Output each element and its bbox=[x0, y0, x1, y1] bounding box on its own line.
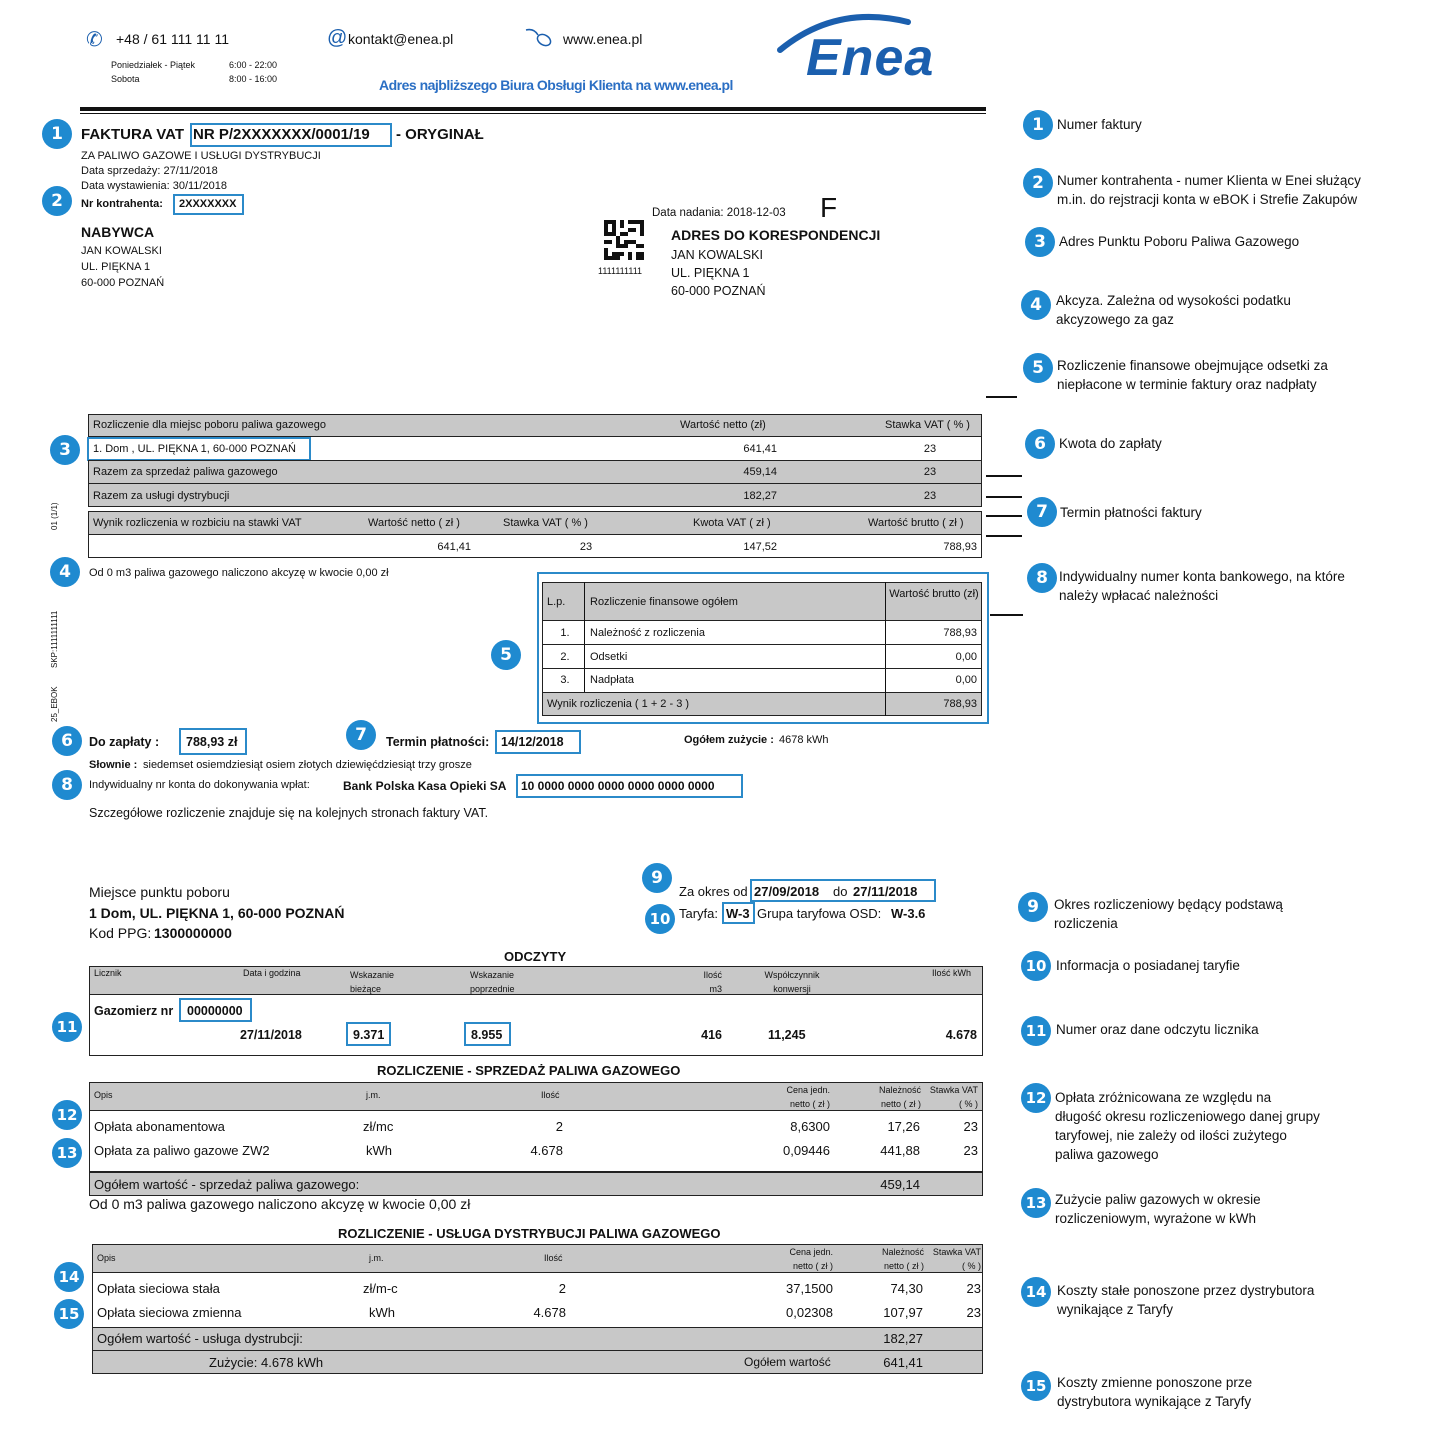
weekdays-hours: 6:00 - 22:00 bbox=[229, 60, 278, 70]
summary-place-vat: 23 bbox=[923, 443, 937, 455]
readings-h-meter: Licznik bbox=[94, 968, 122, 978]
contractor-number: 2XXXXXXX bbox=[179, 198, 237, 210]
connector-6b bbox=[986, 496, 1022, 498]
connector-7a bbox=[986, 515, 1022, 517]
sale-r2-desc: Opłata za paliwo gazowe ZW2 bbox=[94, 1143, 270, 1158]
summary-header-title: Rozliczenie dla miejsc poboru paliwa gazowego bbox=[93, 419, 326, 431]
readings-h-current: Wskazanie bieżące bbox=[350, 970, 395, 994]
finance-row-1-value: 788,93 bbox=[943, 627, 977, 639]
finance-result-label: Wynik rozliczenia ( 1 + 2 - 3 ) bbox=[547, 698, 690, 710]
finance-header-title: Rozliczenie finansowe ogółem bbox=[590, 596, 738, 608]
dist-r1-unit: zł/m-c bbox=[363, 1281, 398, 1296]
bank-name: Bank Polska Kasa Opieki SA bbox=[343, 779, 507, 793]
legend-marker-7: 7 bbox=[1027, 497, 1057, 527]
finance-result-col bbox=[885, 692, 886, 716]
marker-5: 5 bbox=[491, 640, 521, 670]
period-mid: do bbox=[833, 884, 848, 899]
osd-value: W-3.6 bbox=[891, 906, 926, 921]
reading-current: 9.371 bbox=[353, 1028, 385, 1042]
logo-text: Enea bbox=[806, 29, 935, 87]
vat-rate: 23 bbox=[579, 541, 593, 553]
period-to: 27/11/2018 bbox=[853, 884, 918, 899]
send-date: Data nadania: 2018-12-03 bbox=[652, 207, 786, 219]
sale-h-unit: j.m. bbox=[366, 1090, 381, 1100]
due-amount-highlight bbox=[179, 728, 247, 755]
connector-6a bbox=[986, 475, 1022, 477]
dist-total-label: Ogółem wartość - usługa dystrubcji: bbox=[97, 1331, 303, 1346]
dist-r1-amount: 74,30 bbox=[890, 1281, 923, 1296]
finance-row-3-lp: 3. bbox=[560, 674, 570, 686]
sale-total: 459,14 bbox=[880, 1177, 920, 1192]
finance-row-1-name: Należność z rozliczenia bbox=[590, 627, 705, 639]
website: www.enea.pl bbox=[563, 31, 643, 47]
saturday-label: Sobota bbox=[111, 74, 140, 84]
legend-note-4: Akcyza. Zależna od wysokości podatku akcyzowego za gaz bbox=[1056, 293, 1291, 327]
summary-distribution-net: 182,27 bbox=[743, 490, 777, 502]
sale-r2-amount: 441,88 bbox=[880, 1143, 920, 1158]
vat-net: 641,41 bbox=[437, 541, 471, 553]
tariff-value: W-3 bbox=[726, 906, 750, 921]
invoice-title-prefix: FAKTURA VAT bbox=[81, 126, 185, 143]
reading-coef: 11,245 bbox=[768, 1028, 806, 1042]
at-icon: @ bbox=[327, 27, 348, 49]
sale-r2-price: 0,09446 bbox=[783, 1143, 830, 1158]
weekdays-label: Poniedziałek - Piątek bbox=[111, 60, 196, 70]
legend-note-3: Adres Punktu Poboru Paliwa Gazowego bbox=[1059, 234, 1300, 249]
summary-header-vat: Stawka VAT ( % ) bbox=[885, 419, 970, 431]
dist-r1-qty: 2 bbox=[558, 1281, 566, 1296]
dist-r2-amount: 107,97 bbox=[883, 1305, 923, 1320]
dist-r2-vat: 23 bbox=[966, 1305, 981, 1320]
vat-header-title: Wynik rozliczenia w rozbiciu na stawki VAT bbox=[93, 517, 302, 529]
marker-6: 6 bbox=[52, 726, 82, 756]
legend-note-12: Opłata zróżnicowana ze względu na długość okresu rozliczeniowego danej grupy taryfowej, nie zależy od ilości zużytego paliwa gazowego bbox=[1055, 1090, 1320, 1162]
reading-kwh: 4.678 bbox=[945, 1028, 977, 1042]
vat-values-row bbox=[88, 534, 982, 558]
summary-sale-name: Razem za sprzedaż paliwa gazowego bbox=[93, 466, 278, 478]
dist-title: ROZLICZENIE - USŁUGA DYSTRYBUCJI PALIWA GAZOWEGO bbox=[338, 1226, 721, 1241]
sale-r1-vat: 23 bbox=[963, 1119, 978, 1134]
vat-amount: 147,52 bbox=[743, 541, 777, 553]
term-label: Termin płatności: bbox=[386, 735, 490, 749]
dist-r2-price: 0,02308 bbox=[786, 1305, 833, 1320]
legend-marker-14: 14 bbox=[1021, 1277, 1051, 1307]
marker-12: 12 bbox=[52, 1100, 82, 1130]
legend-note-13: Zużycie paliw gazowych w okresie rozliczeniowym, wyrażone w kWh bbox=[1055, 1192, 1261, 1226]
summary-sale-net: 459,14 bbox=[743, 466, 777, 478]
dist-r1-vat: 23 bbox=[966, 1281, 981, 1296]
invoice-number-highlight bbox=[190, 123, 392, 147]
phone-number: +48 / 61 111 11 11 bbox=[116, 31, 230, 47]
office-info: Adres najbliższego Biura Obsługi Klienta na www.enea.pl bbox=[379, 77, 733, 93]
invoice-number: NR P/2XXXXXXX/0001/19 bbox=[193, 126, 370, 143]
email: kontakt@enea.pl bbox=[348, 31, 454, 47]
meter-label: Gazomierz nr bbox=[94, 1004, 174, 1018]
legend-marker-12: 12 bbox=[1021, 1083, 1051, 1113]
finance-header-lp: L.p. bbox=[547, 596, 566, 608]
marker-1: 1 bbox=[42, 119, 72, 149]
letter-f: F bbox=[820, 192, 838, 223]
legend-marker-8: 8 bbox=[1027, 563, 1057, 593]
enea-logo bbox=[776, 10, 966, 87]
vat-gross: 788,93 bbox=[943, 541, 977, 553]
place-label: Miejsce punktu poboru bbox=[89, 884, 230, 900]
marker-7: 7 bbox=[346, 720, 376, 750]
dist-header-row bbox=[92, 1244, 983, 1273]
connector-5 bbox=[986, 396, 1017, 398]
period-label: Za okres od bbox=[679, 884, 748, 899]
legend-note-10: Informacja o posiadanej taryfie bbox=[1056, 958, 1240, 973]
sale-excise: Od 0 m3 paliwa gazowego naliczono akcyzę w kwocie 0,00 zł bbox=[89, 1196, 471, 1212]
current-highlight bbox=[346, 1022, 391, 1046]
finance-row-3-name: Nadpłata bbox=[590, 674, 635, 686]
legend-marker-1: 1 bbox=[1023, 110, 1053, 140]
marker-10: 10 bbox=[645, 904, 675, 934]
account-label: Indywidualny nr konta do dokonywania wpłat: bbox=[89, 779, 310, 791]
legend-note-14: Koszty stałe ponoszone przez dystrybutora wynikające z Taryfy bbox=[1057, 1283, 1315, 1317]
sale-r2-unit: kWh bbox=[366, 1143, 392, 1158]
side-text-2: SKP:1111111111 bbox=[50, 610, 59, 668]
sale-r1-price: 8,6300 bbox=[790, 1119, 830, 1134]
correspondence-heading: ADRES DO KORESPONDENCJI bbox=[671, 227, 881, 243]
buyer-name: JAN KOWALSKI bbox=[81, 245, 162, 257]
term-date: 14/12/2018 bbox=[501, 735, 564, 749]
mouse-icon bbox=[524, 26, 552, 48]
summary-header-net: Wartość netto (zł) bbox=[680, 419, 766, 431]
meter-number: 00000000 bbox=[187, 1004, 243, 1018]
finance-result-value: 788,93 bbox=[943, 698, 977, 710]
tariff-highlight bbox=[722, 902, 755, 924]
ppg-code: 1300000000 bbox=[154, 925, 232, 941]
sale-h-desc: Opis bbox=[94, 1090, 113, 1100]
vat-header-rate: Stawka VAT ( % ) bbox=[503, 517, 588, 529]
readings-h-m3: Ilość m3 bbox=[703, 970, 722, 994]
issue-date: Data wystawienia: 30/11/2018 bbox=[81, 180, 227, 192]
dist-h-amount: Należność netto ( zł ) bbox=[881, 1247, 924, 1271]
dist-h-unit: j.m. bbox=[369, 1253, 384, 1263]
marker-11: 11 bbox=[52, 1012, 82, 1042]
period-from: 27/09/2018 bbox=[754, 884, 820, 899]
legend-note-1: Numer faktury bbox=[1057, 117, 1142, 132]
contractor-label: Nr kontrahenta: bbox=[81, 198, 163, 210]
legend-note-2: Numer kontrahenta - numer Klienta w Enei służący m.in. do rejstracji konta w eBOK i Strefie Zakupów bbox=[1057, 173, 1361, 207]
marker-8: 8 bbox=[52, 770, 82, 800]
finance-row-3-value: 0,00 bbox=[955, 674, 977, 686]
period-highlight bbox=[750, 879, 936, 902]
summary-place-net: 641,41 bbox=[743, 443, 777, 455]
sale-r1-unit: zł/mc bbox=[363, 1119, 394, 1134]
place-address-highlight bbox=[87, 437, 311, 461]
legend-note-9: Okres rozliczeniowy będący podstawą rozliczenia bbox=[1054, 897, 1283, 931]
excise-note: Od 0 m3 paliwa gazowego naliczono akcyzę w kwocie 0,00 zł bbox=[89, 567, 389, 579]
dist-h-qty: Ilość bbox=[544, 1253, 563, 1263]
sale-h-qty: Ilość bbox=[541, 1090, 560, 1100]
marker-15: 15 bbox=[54, 1299, 84, 1329]
header-rule bbox=[80, 107, 986, 111]
words-label: Słownie : bbox=[89, 759, 138, 771]
reading-m3: 416 bbox=[701, 1028, 722, 1042]
legend-note-11: Numer oraz dane odczytu licznika bbox=[1056, 1022, 1259, 1037]
dist-h-price: Cena jedn. netto ( zł ) bbox=[789, 1247, 833, 1271]
summary-sale-vat: 23 bbox=[923, 466, 937, 478]
phone-icon: ✆ bbox=[86, 27, 103, 51]
dist-r2-desc: Opłata sieciowa zmienna bbox=[97, 1305, 242, 1320]
sale-r2-qty: 4.678 bbox=[530, 1143, 563, 1158]
invoice-subtitle: ZA PALIWO GAZOWE I USŁUGI DYSTRYBUCJI bbox=[81, 150, 321, 162]
qr-code bbox=[604, 220, 644, 260]
due-amount: 788,93 zł bbox=[186, 735, 238, 749]
dist-total: 182,27 bbox=[883, 1331, 923, 1346]
vat-header-net: Wartość netto ( zł ) bbox=[368, 517, 460, 529]
legend-marker-4: 4 bbox=[1021, 290, 1051, 320]
term-date-highlight bbox=[495, 730, 581, 754]
correspondence-city: 60-000 POZNAŃ bbox=[671, 284, 766, 298]
sale-r1-qty: 2 bbox=[555, 1119, 563, 1134]
osd-label: Grupa taryfowa OSD: bbox=[757, 906, 882, 921]
readings-title: ODCZYTY bbox=[504, 949, 567, 964]
correspondence-name: JAN KOWALSKI bbox=[671, 248, 763, 262]
account-highlight bbox=[516, 774, 743, 798]
correspondence-street: UL. PIĘKNA 1 bbox=[671, 266, 750, 280]
sale-title: ROZLICZENIE - SPRZEDAŻ PALIWA GAZOWEGO bbox=[377, 1063, 681, 1078]
sale-r1-amount: 17,26 bbox=[887, 1119, 920, 1134]
details-note: Szczegółowe rozliczenie znajduje się na kolejnych stronach faktury VAT. bbox=[89, 806, 489, 820]
legend-marker-3: 3 bbox=[1025, 227, 1055, 257]
finance-row-2-lp: 2. bbox=[560, 651, 570, 663]
finance-header-gross: Wartość brutto (zł) bbox=[889, 588, 979, 600]
sale-r2-vat: 23 bbox=[963, 1143, 978, 1158]
summary-distribution-name: Razem za usługi dystrybucji bbox=[93, 490, 230, 502]
legend-marker-2: 2 bbox=[1023, 168, 1053, 198]
saturday-hours: 8:00 - 16:00 bbox=[229, 74, 278, 84]
sale-h-vat: Stawka VAT ( % ) bbox=[929, 1085, 978, 1109]
due-label: Do zapłaty : bbox=[89, 735, 160, 749]
sale-h-price: Cena jedn. netto ( zł ) bbox=[786, 1085, 830, 1109]
legend-marker-10: 10 bbox=[1021, 951, 1051, 981]
dist-r1-price: 37,1500 bbox=[786, 1281, 833, 1296]
header-rule-thin bbox=[80, 113, 986, 114]
finance-row-1-lp: 1. bbox=[560, 627, 570, 639]
vat-header-amount: Kwota VAT ( zł ) bbox=[693, 517, 771, 529]
buyer-city: 60-000 POZNAŃ bbox=[81, 277, 165, 289]
sale-date: Data sprzedaży: 27/11/2018 bbox=[81, 165, 218, 177]
reading-date: 27/11/2018 bbox=[240, 1028, 302, 1042]
legend-marker-11: 11 bbox=[1021, 1016, 1051, 1046]
dist-h-vat: Stawka VAT ( % ) bbox=[932, 1247, 981, 1271]
marker-9: 9 bbox=[642, 863, 672, 893]
legend-note-6: Kwota do zapłaty bbox=[1059, 436, 1162, 451]
usage-label: Ogółem zużycie : bbox=[684, 734, 774, 746]
marker-3: 3 bbox=[50, 435, 80, 465]
legend-marker-9: 9 bbox=[1018, 892, 1048, 922]
readings-header-row bbox=[89, 966, 983, 995]
readings-h-date: Data i godzina bbox=[243, 968, 301, 978]
legend-marker-5: 5 bbox=[1023, 353, 1053, 383]
finance-row-2-name: Odsetki bbox=[590, 651, 628, 663]
dist-r2-qty: 4.678 bbox=[533, 1305, 566, 1320]
account-number: 10 0000 0000 0000 0000 0000 0000 bbox=[521, 779, 715, 793]
words-value: siedemset osiemdziesiąt osiem złotych dziewięćdziesiąt trzy grosze bbox=[143, 759, 472, 771]
marker-13: 13 bbox=[52, 1138, 82, 1168]
dist-overall-label: Ogółem wartość bbox=[744, 1355, 831, 1369]
ppg-label: Kod PPG: bbox=[89, 925, 152, 941]
contractor-highlight bbox=[173, 194, 244, 215]
connector-8 bbox=[990, 614, 1023, 616]
side-text-1: 01 (1/1) bbox=[50, 502, 59, 530]
sale-total-label: Ogółem wartość - sprzedaż paliwa gazowego: bbox=[94, 1177, 360, 1192]
legend-marker-13: 13 bbox=[1021, 1188, 1051, 1218]
legend-note-8: Indywidualny numer konta bankowego, na które należy wpłacać należności bbox=[1059, 569, 1345, 603]
legend-marker-15: 15 bbox=[1021, 1371, 1051, 1401]
invoice-title-suffix: - ORYGINAŁ bbox=[396, 126, 484, 143]
buyer-street: UL. PIĘKNA 1 bbox=[81, 261, 151, 273]
legend-note-7: Termin płatności faktury bbox=[1060, 505, 1202, 520]
place-address: 1 Dom, UL. PIĘKNA 1, 60-000 POZNAŃ bbox=[89, 905, 345, 921]
marker-4: 4 bbox=[50, 557, 80, 587]
readings-h-kwh: Ilość kWh bbox=[932, 968, 972, 978]
sale-header-row bbox=[89, 1082, 983, 1111]
dist-r1-desc: Opłata sieciowa stała bbox=[97, 1281, 220, 1296]
legend-note-5: Rozliczenie finansowe obejmujące odsetki za niepłacone w terminie faktury oraz nadpłaty bbox=[1057, 358, 1328, 392]
marker-2: 2 bbox=[42, 186, 72, 216]
legend-marker-6: 6 bbox=[1025, 429, 1055, 459]
dist-r2-unit: kWh bbox=[369, 1305, 395, 1320]
buyer-heading: NABYWCA bbox=[81, 224, 155, 240]
dist-usage: Zużycie: 4.678 kWh bbox=[209, 1355, 324, 1370]
tariff-label: Taryfa: bbox=[679, 906, 719, 921]
reading-previous: 8.955 bbox=[471, 1028, 503, 1042]
barcode-number: 1111111111 bbox=[598, 266, 643, 276]
finance-row-2-value: 0,00 bbox=[955, 651, 977, 663]
connector-7b bbox=[986, 535, 1022, 537]
summary-distribution-vat: 23 bbox=[923, 490, 937, 502]
side-text-3: 25_EBOK bbox=[50, 686, 59, 722]
sale-h-amount: Należność netto ( zł ) bbox=[878, 1085, 921, 1109]
usage-value: 4678 kWh bbox=[779, 734, 829, 746]
readings-h-previous: Wskazanie poprzednie bbox=[470, 970, 515, 994]
readings-h-coef: Współczynnik konwersji bbox=[764, 970, 820, 994]
legend-note-15: Koszty zmienne ponoszone prze dystrybutora wynikające z Taryfy bbox=[1057, 1375, 1253, 1409]
meter-highlight bbox=[179, 998, 252, 1022]
marker-14: 14 bbox=[54, 1262, 84, 1292]
sale-r1-desc: Opłata abonamentowa bbox=[94, 1119, 225, 1134]
dist-overall: 641,41 bbox=[883, 1355, 923, 1370]
summary-place-name: 1. Dom , UL. PIĘKNA 1, 60-000 POZNAŃ bbox=[93, 443, 296, 455]
vat-header-gross: Wartość brutto ( zł ) bbox=[868, 517, 964, 529]
previous-highlight bbox=[464, 1022, 511, 1046]
dist-h-desc: Opis bbox=[97, 1253, 116, 1263]
